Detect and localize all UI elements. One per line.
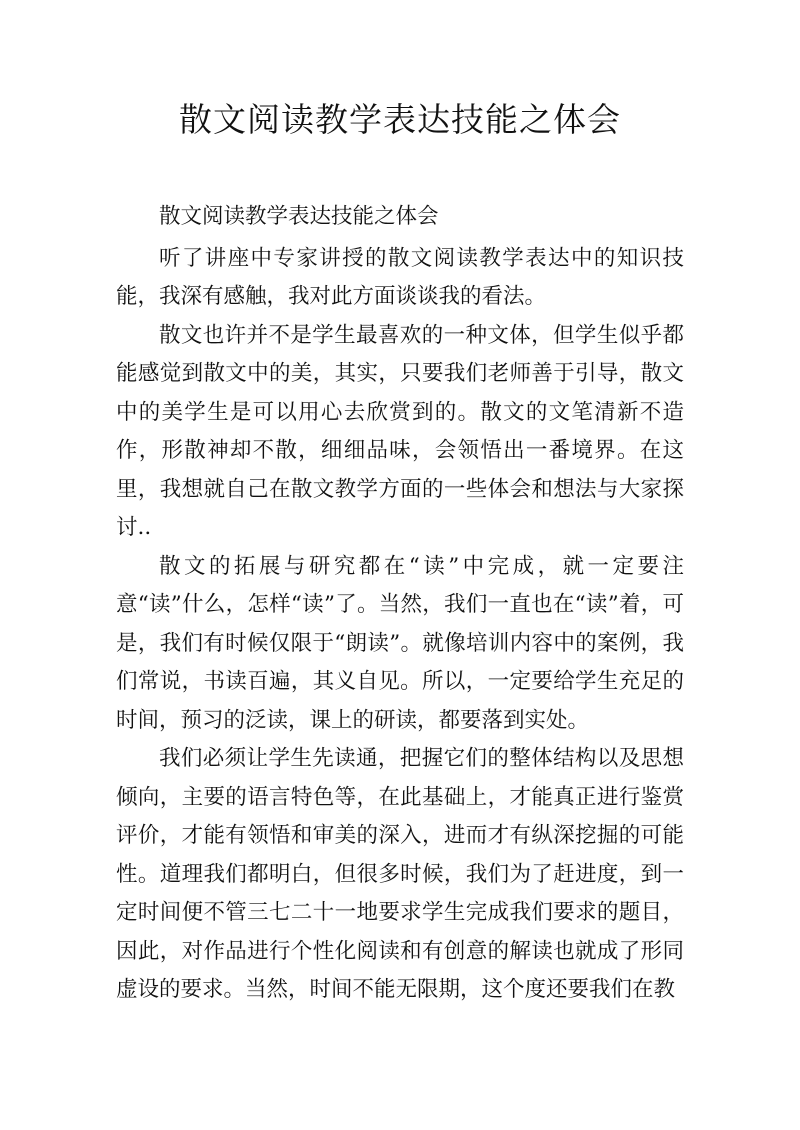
document-subtitle: 散文阅读教学表达技能之体会 — [159, 204, 439, 229]
paragraph-2: 散文也许并不是学生最喜欢的一种文体，但学生似乎都能感觉到散文中的美，其实，只要我们老师善于引导，散文中的美学生是可以用心去欣赏到的。散文的文笔清新不造作，形散神却不散，细细品味，会领悟出一番境界。在这里，我想就自己在散文教学方面的一些体会和想法与大家探讨.. — [116, 322, 684, 540]
paragraph-1: 听了讲座中专家讲授的散文阅读教学表达中的知识技能，我深有感触，我对此方面谈谈我的看法。 — [116, 245, 684, 309]
document-title: 散文阅读教学表达技能之体会 — [179, 100, 621, 139]
document-body — [116, 198, 684, 1010]
paragraph-3: 散文的拓展与研究都在“读”中完成，就一定要注意“读”什么，怎样“读”了。当然，我们一直也在“读”着，可是，我们有时候仅限于“朗读”。就像培训内容中的案例，我们常说，书读百遍，其义自见。所以，一定要给学生充足的时间，预习的泛读，课上的研读，都要落到实处。 — [116, 553, 684, 733]
paragraph-4: 我们必须让学生先读通，把握它们的整体结构以及思想倾向，主要的语言特色等，在此基础上，才能真正进行鉴赏评价，才能有领悟和审美的深入，进而才有纵深挖掘的可能性。道理我们都明白，但很多时候，我们为了赶进度，到一定时间便不管三七二十一地要求学生完成我们要求的题目，因此，对作品进行个性化阅读和有创意的解读也就成了形同虚设的要求。当然，时间不能无限期，这个度还要我们在教 — [116, 746, 684, 1002]
